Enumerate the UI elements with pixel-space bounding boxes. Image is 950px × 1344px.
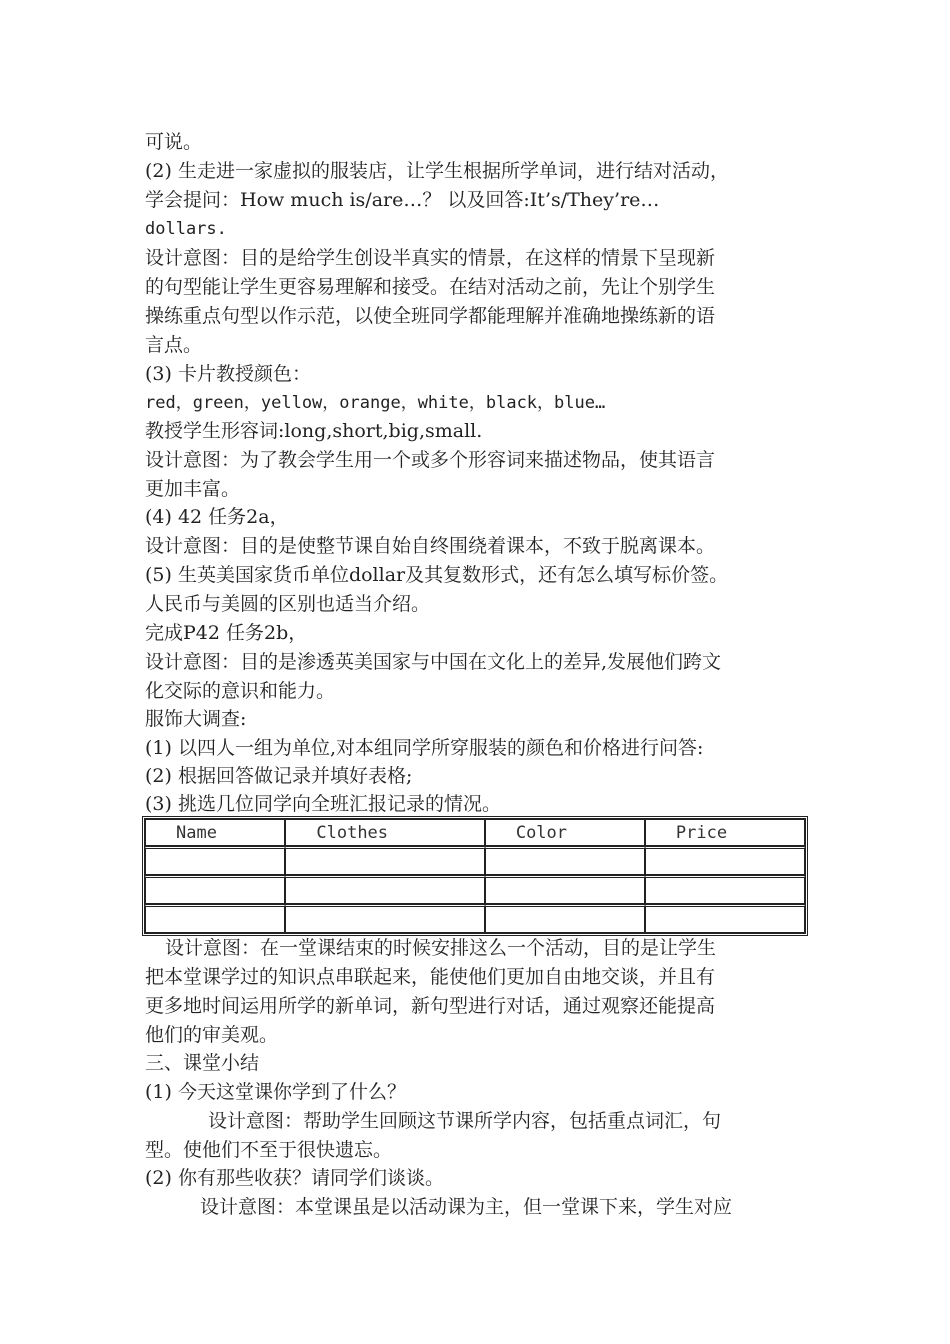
table-row [145,875,805,904]
text-line: 教授学生形容词:long,short,big,small. [145,420,483,442]
text-line: 言点。 [145,334,203,356]
table-cell [145,904,285,933]
table-cell [145,875,285,904]
table-cell [485,846,645,875]
text-line: 学会提问：How much is/are…？ 以及回答:It’s/They’re… [145,189,660,211]
table-cell [485,875,645,904]
text-line: 设计意图：为了教会学生用一个或多个形容词来描述物品，使其语言 [145,449,716,471]
text-line: dollars. [145,219,227,239]
text-line: 操练重点句型以作示范，以使全班同学都能理解并准确地操练新的语 [145,305,716,327]
text-line: 他们的审美观。 [145,1024,279,1046]
table-cell [645,846,805,875]
text-line: 更加丰富。 [145,478,241,500]
table-cell [645,904,805,933]
text-line: 可说。 [145,131,203,153]
header-clothes: Clothes [285,819,484,846]
text-line: (2) 根据回答做记录并填好表格; [145,765,413,787]
text-line: 设计意图：目的是渗透英美国家与中国在文化上的差异,发展他们跨文 [145,651,722,673]
table-row [145,904,805,933]
text-line: 设计意图：目的是使整节课自始自终围绕着课本，不致于脱离课本。 [145,535,716,557]
table-header-row [145,819,805,846]
text-line: (2) 你有那些收获？请同学们谈谈。 [145,1167,444,1189]
table-row [145,846,805,875]
table-cell [285,846,484,875]
text-line: red，green，yellow，orange，white，black，blue… [145,393,606,413]
table-cell [285,875,484,904]
text-line: 完成P42 任务2b， [145,622,308,644]
text-line: 把本堂课学过的知识点串联起来，能使他们更加自由地交谈，并且有 [145,966,716,988]
section-heading: 三、课堂小结 [145,1052,260,1074]
text-line: (3) 卡片教授颜色： [145,363,311,385]
text-line: 更多地时间运用所学的新单词，新句型进行对话，通过观察还能提高 [145,995,716,1017]
survey-table [142,816,808,936]
text-line: (3) 挑选几位同学向全班汇报记录的情况。 [145,793,501,815]
text-line: 设计意图：帮助学生回顾这节课所学内容，包括重点词汇，句 [208,1110,722,1132]
table-cell [645,875,805,904]
text-line: 人民币与美圆的区别也适当介绍。 [145,593,431,615]
text-line: (5) 生英美国家货币单位dollar及其复数形式，还有怎么填写标价签。 [145,564,729,586]
text-line: 型。使他们不至于很快遗忘。 [145,1139,393,1161]
text-line: 服饰大调查: [145,708,247,730]
header-color: Color [485,819,645,846]
text-line: (4) 42 任务2a， [145,506,289,528]
text-line: 设计意图：在一堂课结束的时候安排这么一个活动，目的是让学生 [165,937,717,959]
text-line: 化交际的意识和能力。 [145,680,336,702]
table-cell [285,904,484,933]
table-cell [145,846,285,875]
text-line: (1) 今天这堂课你学到了什么？ [145,1081,406,1103]
table-cell [485,904,645,933]
header-price: Price [645,819,805,846]
text-line: 设计意图：本堂课虽是以活动课为主，但一堂课下来，学生对应 [200,1196,733,1218]
text-line: 的句型能让学生更容易理解和接受。在结对活动之前，先让个别学生 [145,276,716,298]
text-line: (1) 以四人一组为单位,对本组同学所穿服装的颜色和价格进行问答: [145,737,704,759]
text-line: (2) 生走进一家虚拟的服装店，让学生根据所学单词，进行结对活动， [145,160,729,182]
text-line: 设计意图：目的是给学生创设半真实的情景，在这样的情景下呈现新 [145,247,716,269]
header-name: Name [145,819,285,846]
